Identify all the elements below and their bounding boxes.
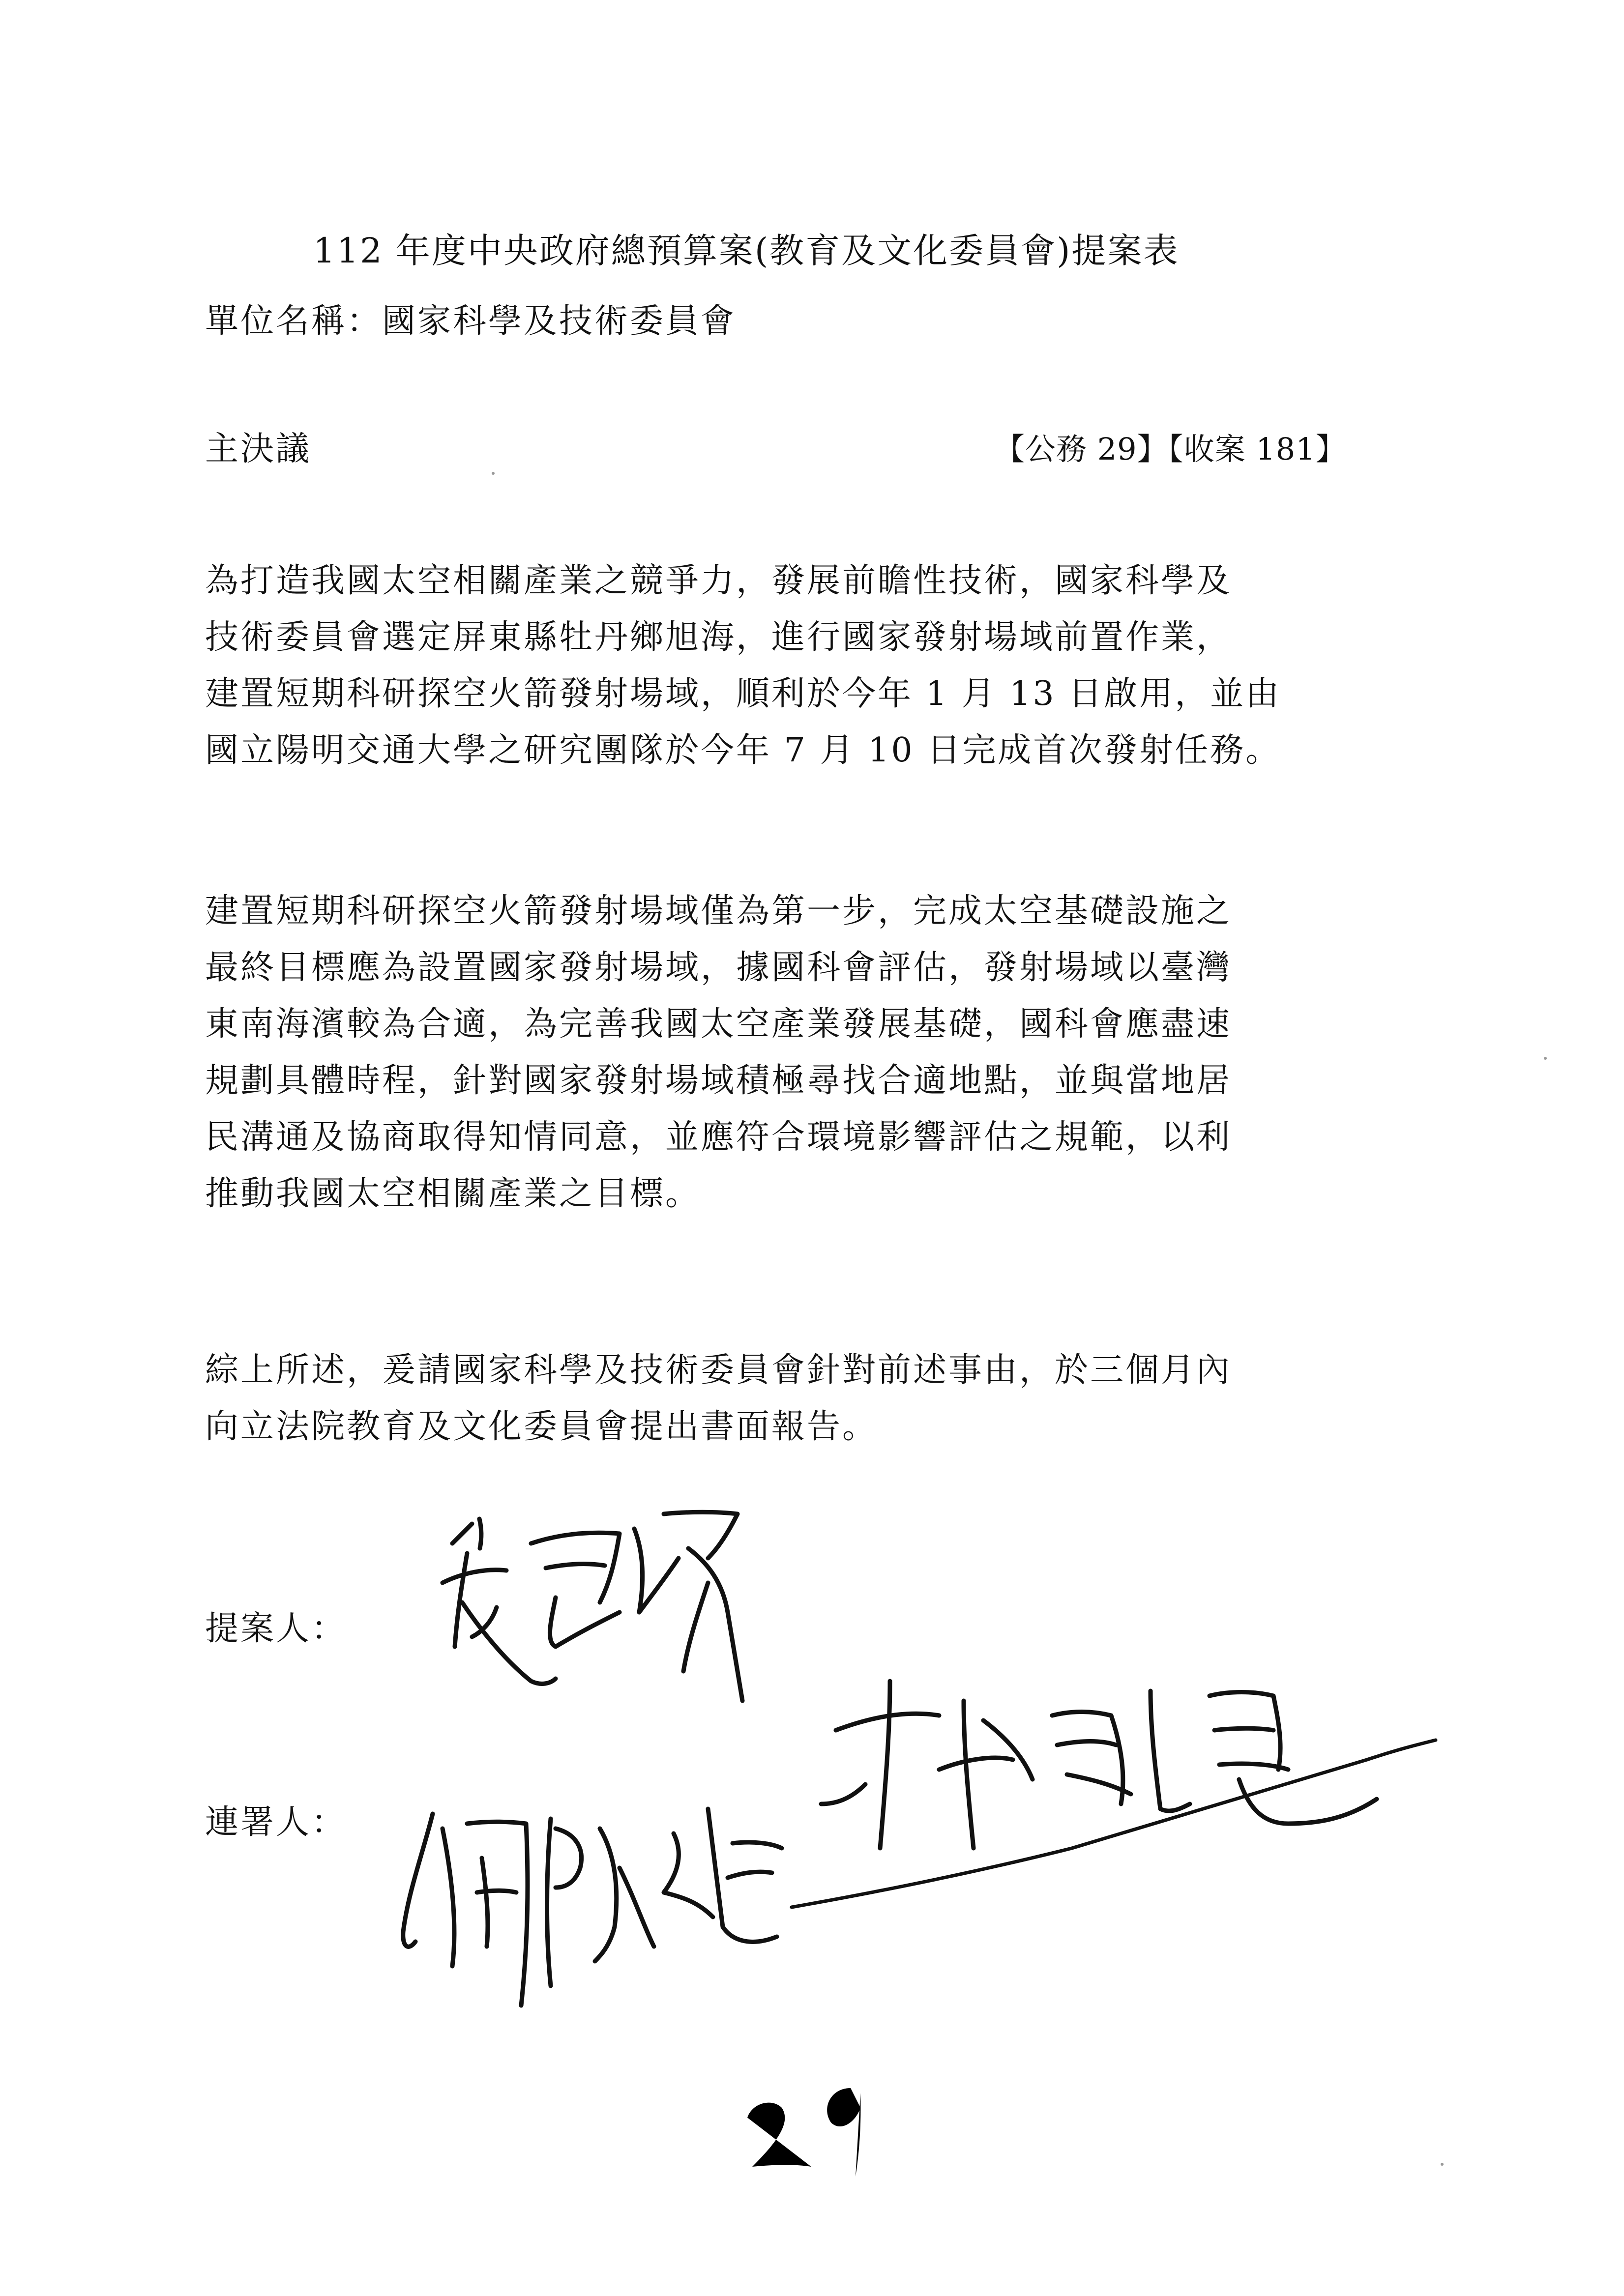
- cosigner-signature-2: [777, 1661, 1465, 1966]
- paragraph-line: 規劃具體時程，針對國家發射場域積極尋找合適地點，並與當地居: [205, 1061, 1232, 1100]
- proposer-label: 提案人：: [205, 1609, 347, 1648]
- paragraph-line: 東南海濱較為合適，為完善我國太空產業發展基礎，國科會應盡速: [205, 1005, 1232, 1044]
- paragraph-line: 建置短期科研探空火箭發射場域，順利於今年 1 月 13 日啟用，並由: [205, 674, 1281, 713]
- case-number: 【公務 29】【收案 181】: [994, 431, 1347, 467]
- scan-speck: [1544, 1057, 1547, 1060]
- cosigner-label: 連署人：: [205, 1803, 347, 1842]
- scan-speck: [492, 472, 495, 475]
- paragraph-line: 綜上所述，爰請國家科學及技術委員會針對前述事由，於三個月內: [205, 1351, 1232, 1390]
- paragraph-line: 為打造我國太空相關產業之競爭力，發展前瞻性技術，國家科學及: [205, 561, 1232, 600]
- paragraph-3: [205, 1342, 1336, 1455]
- paragraph-line: 民溝通及協商取得知情同意，並應符合環境影響評估之規範，以利: [205, 1118, 1232, 1157]
- paragraph-1: [205, 552, 1336, 779]
- paragraph-line: 技術委員會選定屏東縣牡丹鄉旭海，進行國家發射場域前置作業，: [205, 618, 1232, 657]
- paragraph-2: [205, 883, 1336, 1222]
- paragraph-line: 建置短期科研探空火箭發射場域僅為第一步，完成太空基礎設施之: [205, 892, 1232, 930]
- handwritten-page-number: [733, 2073, 890, 2181]
- proposer-signature: [433, 1484, 806, 1760]
- paragraph-line: 國立陽明交通大學之研究團隊於今年 7 月 10 日完成首次發射任務。: [205, 731, 1281, 770]
- paragraph-line: 最終目標應為設置國家發射場域，據國科會評估，發射場域以臺灣: [205, 948, 1232, 987]
- unit-name-line: 單位名稱：國家科學及技術委員會: [205, 302, 737, 341]
- resolution-label: 主決議: [205, 430, 312, 468]
- document-title: 112 年度中央政府總預算案(教育及文化委員會)提案表: [313, 231, 1180, 271]
- paragraph-line: 向立法院教育及文化委員會提出書面報告。: [205, 1407, 878, 1446]
- scan-speck: [1441, 2163, 1444, 2166]
- paragraph-line: 推動我國太空相關產業之目標。: [205, 1174, 701, 1213]
